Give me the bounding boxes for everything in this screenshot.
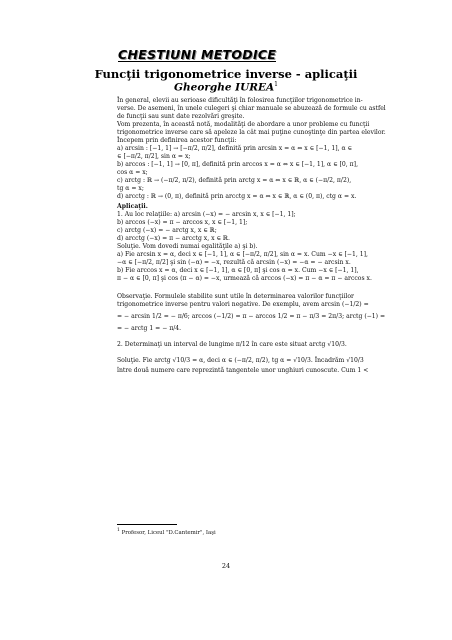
- body-line: b) arccos : [−1, 1] → [0, π], definită prin arccos x = α ⇔ x ∈ [−1, 1], α ∈ [0, π],: [117, 161, 359, 168]
- body-line: c) arctg (−x) = − arctg x, x ∈ ℝ;: [117, 227, 217, 234]
- section-heading: CHESTIUNI METODICE: [118, 47, 277, 62]
- body-line: Soluţie. Vom dovedi numai egalităţile a) şi b).: [117, 243, 258, 250]
- body-line: Vom prezenta, în această notă, modalităţi de abordare a unor probleme cu funcţii: [117, 121, 370, 128]
- body-line: Soluţie. Fie arctg √10/3 = α, deci α ∈ (−π/2, π/2), tg α = √10/3. Încadrăm √10/3: [117, 357, 364, 364]
- body-line: a) arcsin : [−1, 1] → [−π/2, π/2], definită prin arcsin x = α ⇔ x ∈ [−1, 1], α ∈: [117, 145, 353, 152]
- footnote-rule: [117, 524, 177, 525]
- article-title: Funcţii trigonometrice inverse - aplicaţii: [94, 67, 358, 81]
- body-line: −α ∈ [−π/2, π/2] şi sin (−α) = −x, rezultă că arcsin (−x) = −α = − arcsin x.: [117, 259, 351, 266]
- body-line: a) Fie arcsin x = α, deci x ∈ [−1, 1], α ∈ [−π/2, π/2], sin α = x. Cum −x ∈ [−1, 1],: [117, 251, 368, 258]
- body-line: 2. Determinaţi un interval de lungime π/12 în care este situat arctg √10/3.: [117, 341, 347, 348]
- footnote-mark: 1: [117, 528, 120, 533]
- body-line: cos α = x;: [117, 169, 148, 176]
- body-line: d) arcctg : ℝ → (0, π), definită prin arcctg x = α ⇔ x ∈ ℝ, α ∈ (0, π), ctg α = x.: [117, 193, 357, 200]
- body-line: între două numere care reprezintă tangentele unor unghiuri cunoscute. Cum 1 <: [117, 367, 369, 374]
- body-line: b) Fie arccos x = α, deci x ∈ [−1, 1], α ∈ [0, π] şi cos α = x. Cum −x ∈ [−1, 1],: [117, 267, 359, 274]
- body-line: = − arcsin 1/2 = − π/6; arccos (−1/2) = π − arccos 1/2 = π − π/3 = 2π/3; arctg (−1) =: [117, 313, 386, 320]
- body-line: b) arccos (−x) = π − arccos x, x ∈ [−1, 1];: [117, 219, 248, 226]
- body-line: trigonometrice inverse pentru valori negative. De exemplu, avem arcsin (−1/2) =: [117, 301, 369, 308]
- author-footnote-mark: 1: [274, 81, 278, 88]
- body-line: În general, elevii au serioase dificultăţi în folosirea funcţiilor trigonometrice in-: [117, 97, 363, 104]
- body-line: Începem prin definirea acestor funcţii:: [117, 137, 237, 144]
- author-name: Gheorghe IUREA: [174, 81, 275, 94]
- body-line: Aplicaţii.: [117, 203, 148, 210]
- body-line: c) arctg : ℝ → (−π/2, π/2), definită prin arctg x = α ⇔ x ∈ ℝ, α ∈ (−π/2, π/2),: [117, 177, 352, 184]
- footnote: [117, 527, 216, 537]
- body-line: verse. De asemeni, în unele culegeri şi chiar manuale se abuzează de formule cu astfel: [117, 105, 386, 112]
- body-line: 1. Au loc relaţiile: a) arcsin (−x) = − arcsin x, x ∈ [−1, 1];: [117, 211, 296, 218]
- body-line: d) arcctg (−x) = π − arcctg x, x ∈ ℝ.: [117, 235, 230, 242]
- footnote-text: Profesor, Liceul "D.Cantemir", Iaşi: [121, 529, 216, 536]
- body-line: π − α ∈ [0, π] şi cos (π − α) = −x, urmează că arccos (−x) = π − α = π − arccos x.: [117, 275, 372, 282]
- body-line: de funcţii sau sunt date rezolvări greşite.: [117, 113, 245, 120]
- page-number: 24: [221, 562, 231, 570]
- body-line: = − arctg 1 = − π/4.: [117, 325, 182, 332]
- body-line: tg α = x;: [117, 185, 144, 192]
- article-author: [0, 81, 452, 94]
- body-line: trigonometrice inverse care să apeleze la cât mai puţine cunoştinţe din partea elevilor.: [117, 129, 386, 136]
- body-line: ∈ [−π/2, π/2], sin α = x;: [117, 153, 191, 160]
- body-line: Observaţie. Formulele stabilite sunt utile în determinarea valorilor funcţiilor: [117, 293, 354, 300]
